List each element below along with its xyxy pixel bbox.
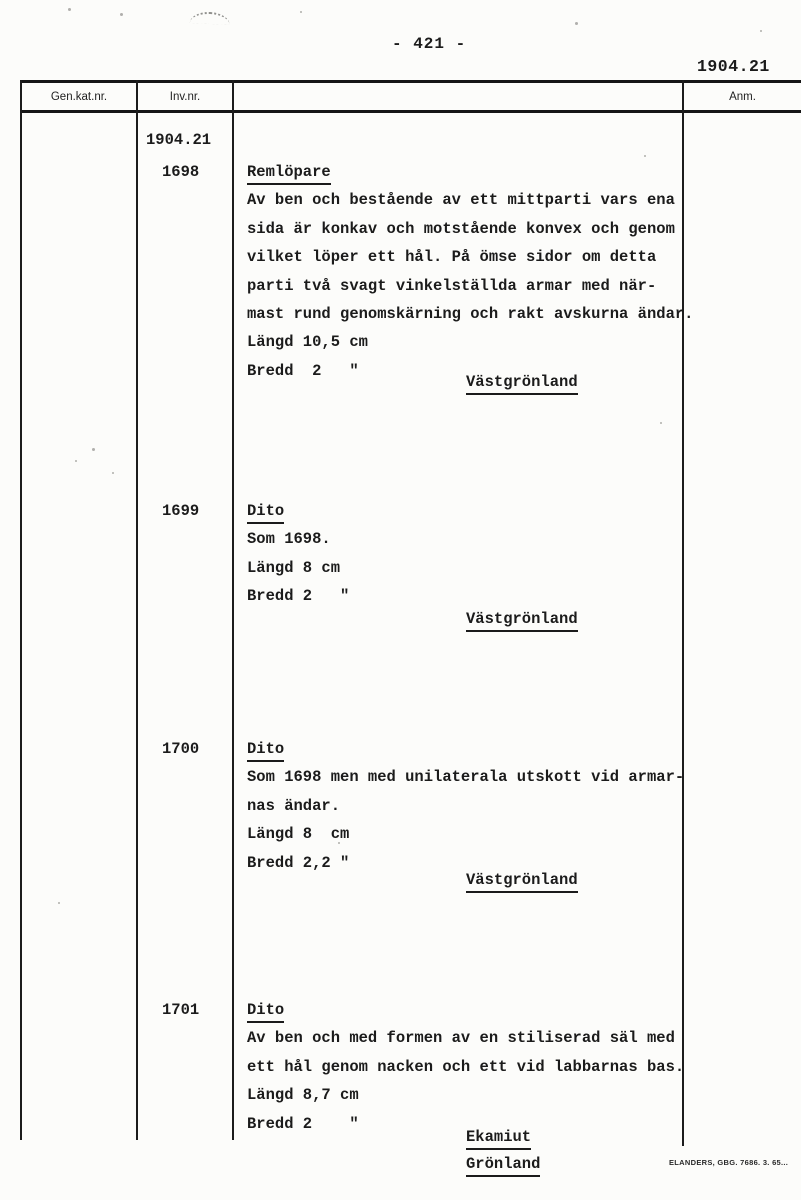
entry-provenance-line: Grönland <box>466 1155 540 1177</box>
entry-title: Remlöpare <box>247 163 331 185</box>
entry-provenance-line: Ekamiut <box>466 1128 531 1150</box>
scan-speck <box>575 22 578 25</box>
entry-dimension-length: Längd 8,7 cm <box>247 1086 359 1105</box>
entry-dimension-width: Bredd 2 " <box>247 1114 359 1133</box>
entry-description <box>247 158 694 385</box>
scan-speck <box>68 8 71 11</box>
entry-body-line: Av ben och bestående av ett mittparti vars ena <box>247 191 675 210</box>
column-header-inv-nr: Inv.nr. <box>169 91 201 103</box>
entry-description <box>247 735 687 877</box>
entry-provenance <box>466 606 578 633</box>
entry-inv-nr: 1701 <box>162 1001 200 1019</box>
entry-body-line: ett hål genom nacken och ett vid labbarnas bas. <box>247 1057 685 1076</box>
group-number: 1904.21 <box>146 131 212 149</box>
catalog-number-heading: 1904.21 <box>697 57 770 76</box>
entry-inv-nr: 1700 <box>162 740 200 758</box>
entry-provenance <box>466 867 578 894</box>
entry-body-line: parti två svagt vinkelställda armar med när- <box>247 276 657 295</box>
scan-speck <box>112 472 114 474</box>
scan-speck <box>120 13 123 16</box>
entry-dimension-width: Bredd 2 " <box>247 361 359 380</box>
scan-speck <box>644 155 646 157</box>
entry-body-line: Som 1698. <box>247 530 331 549</box>
entry-inv-nr: 1698 <box>162 163 200 181</box>
entry-dimension-length: Längd 8 cm <box>247 558 341 577</box>
entry-title: Dito <box>247 1001 284 1023</box>
scan-speck <box>75 460 77 462</box>
entry-provenance-line: Västgrönland <box>466 871 578 893</box>
entry-title: Dito <box>247 740 284 762</box>
entry-dimension-width: Bredd 2,2 " <box>247 853 350 872</box>
entry-body-line: Som 1698 men med unilaterala utskott vid armar- <box>247 768 685 787</box>
scan-speck <box>300 11 302 13</box>
entry-provenance <box>466 1124 540 1177</box>
entry-provenance <box>466 369 578 396</box>
table-left-border <box>20 80 22 1140</box>
table-column-divider-1 <box>136 80 138 1140</box>
entry-dimension-length: Längd 8 cm <box>247 825 350 844</box>
entry-title: Dito <box>247 502 284 524</box>
scan-smudge <box>190 11 231 25</box>
entry-body-line: nas ändar. <box>247 796 341 815</box>
entry-body-line: Av ben och med formen av en stiliserad säl med <box>247 1029 675 1048</box>
scan-speck <box>660 422 662 424</box>
printer-imprint: ELANDERS, GBG. 7686. 3. 65... <box>669 1158 789 1167</box>
entry-body-line: mast rund genomskärning och rakt avskurna ändar. <box>247 304 694 323</box>
entry-description <box>247 497 687 611</box>
entry-dimension-width: Bredd 2 " <box>247 587 350 606</box>
entry-inv-nr: 1699 <box>162 502 200 520</box>
scan-speck <box>760 30 762 32</box>
column-header-anm: Anm. <box>729 91 756 103</box>
entry-description <box>247 996 687 1138</box>
entry-body-line: vilket löper ett hål. På ömse sidor om detta <box>247 248 657 267</box>
column-header-gen-kat-nr: Gen.kat.nr. <box>50 91 108 103</box>
table-column-divider-2 <box>232 80 234 1140</box>
scan-speck <box>58 902 60 904</box>
entry-dimension-length: Längd 10,5 cm <box>247 333 368 352</box>
entry-provenance-line: Västgrönland <box>466 373 578 395</box>
entry-body-line: sida är konkav och motstående konvex och genom <box>247 219 675 238</box>
page-number: - 421 - <box>392 35 467 53</box>
scan-speck <box>92 448 95 451</box>
entry-provenance-line: Västgrönland <box>466 610 578 632</box>
